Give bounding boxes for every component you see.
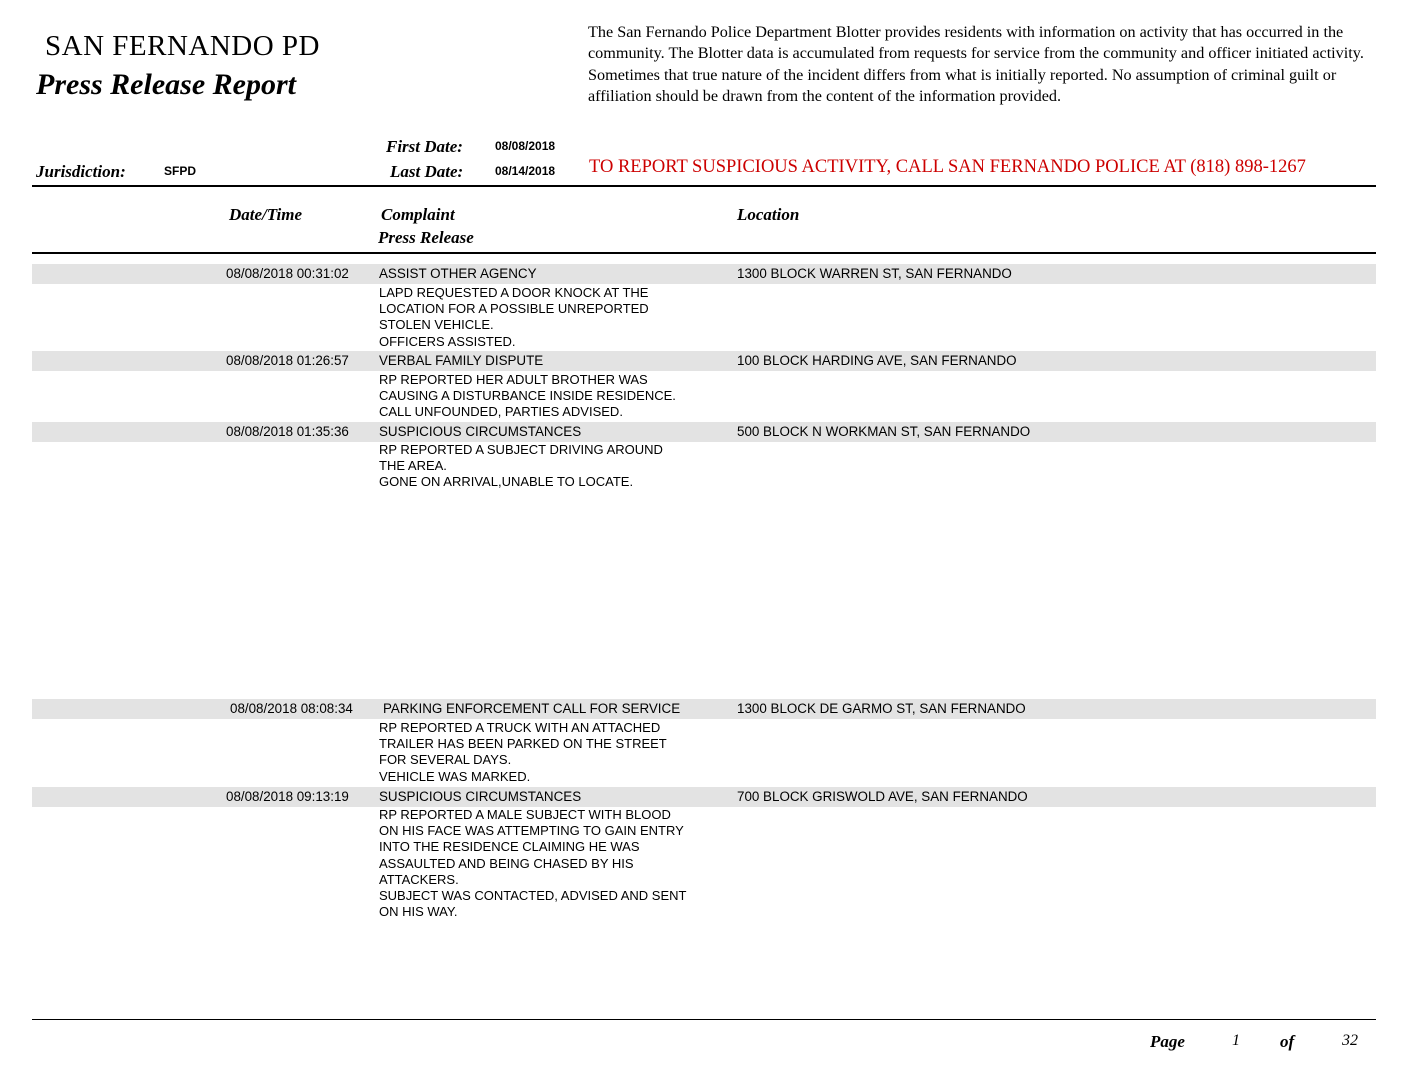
entry-location: 700 BLOCK GRISWOLD AVE, SAN FERNANDO [737,789,1028,804]
footer-total-pages: 32 [1342,1032,1358,1049]
header-divider [32,185,1376,187]
entry-location: 1300 BLOCK DE GARMO ST, SAN FERNANDO [737,701,1026,716]
first-date-value: 08/08/2018 [495,139,556,153]
entry-datetime: 08/08/2018 00:31:02 [226,266,349,281]
entry-datetime: 08/08/2018 01:26:57 [226,353,349,368]
entry-complaint: ASSIST OTHER AGENCY [379,266,537,281]
entry-press-release: LAPD REQUESTED A DOOR KNOCK AT THE LOCATION FOR A POSSIBLE UNREPORTED STOLEN VEHICLE. OFFICERS ASSISTED. [379,285,649,349]
report-suspicious-activity-notice: TO REPORT SUSPICIOUS ACTIVITY, CALL SAN FERNANDO POLICE AT (818) 898-1267 [589,157,1306,177]
footer-divider [32,1019,1376,1020]
disclaimer-text: The San Fernando Police Department Blotter provides residents with information on activity that has occurred in the community. The Blotter data is accumulated from requests for service from the community and officer initiated activity. Sometimes that true nature of the incident differs from what is initially reported. No assumption of criminal guilt or affiliation should be drawn from the content of the information provided. [588,23,1364,106]
first-date-label: First Date: [386,137,463,156]
entry-press-release: RP REPORTED A TRUCK WITH AN ATTACHED TRAILER HAS BEEN PARKED ON THE STREET FOR SEVERAL DAYS. VEHICLE WAS MARKED. [379,720,667,784]
entry-datetime: 08/08/2018 08:08:34 [230,701,353,716]
entry-location: 500 BLOCK N WORKMAN ST, SAN FERNANDO [737,424,1031,439]
entry-press-release: RP REPORTED HER ADULT BROTHER WAS CAUSING A DISTURBANCE INSIDE RESIDENCE. CALL UNFOUNDED, PARTIES ADVISED. [379,372,676,420]
entry-press-release: RP REPORTED A SUBJECT DRIVING AROUND THE AREA. GONE ON ARRIVAL,UNABLE TO LOCATE. [379,442,663,490]
report-title: Press Release Report [36,68,296,101]
jurisdiction-label: Jurisdiction: [36,162,126,181]
last-date-label: Last Date: [390,162,464,181]
footer-of-label: of [1280,1032,1295,1051]
column-header-complaint: Complaint [381,205,455,224]
entry-complaint: PARKING ENFORCEMENT CALL FOR SERVICE [383,701,681,716]
entry-complaint: VERBAL FAMILY DISPUTE [379,353,544,368]
entry-complaint: SUSPICIOUS CIRCUMSTANCES [379,424,582,439]
column-header-divider [32,252,1376,254]
column-header-location: Location [737,205,800,224]
jurisdiction-value: SFPD [164,164,197,178]
entry-press-release: RP REPORTED A MALE SUBJECT WITH BLOOD ON HIS FACE WAS ATTEMPTING TO GAIN ENTRY INTO THE RESIDENCE CLAIMING HE WAS ASSAULTED AND BEING CHASED BY HIS ATTACKERS. SUBJECT WAS CONTACTED, ADVISED AND SENT ON HIS WAY. [379,807,687,920]
column-header-press-release: Press Release [378,228,474,247]
column-header-datetime: Date/Time [229,205,303,224]
footer-page-number: 1 [1232,1032,1240,1049]
entry-location: 100 BLOCK HARDING AVE, SAN FERNANDO [737,353,1017,368]
entry-complaint: SUSPICIOUS CIRCUMSTANCES [379,789,582,804]
org-name: SAN FERNANDO PD [45,30,320,62]
entry-location: 1300 BLOCK WARREN ST, SAN FERNANDO [737,266,1012,281]
footer-page-label: Page [1150,1032,1185,1051]
entry-datetime: 08/08/2018 01:35:36 [226,424,349,439]
last-date-value: 08/14/2018 [495,164,556,178]
entry-datetime: 08/08/2018 09:13:19 [226,789,349,804]
